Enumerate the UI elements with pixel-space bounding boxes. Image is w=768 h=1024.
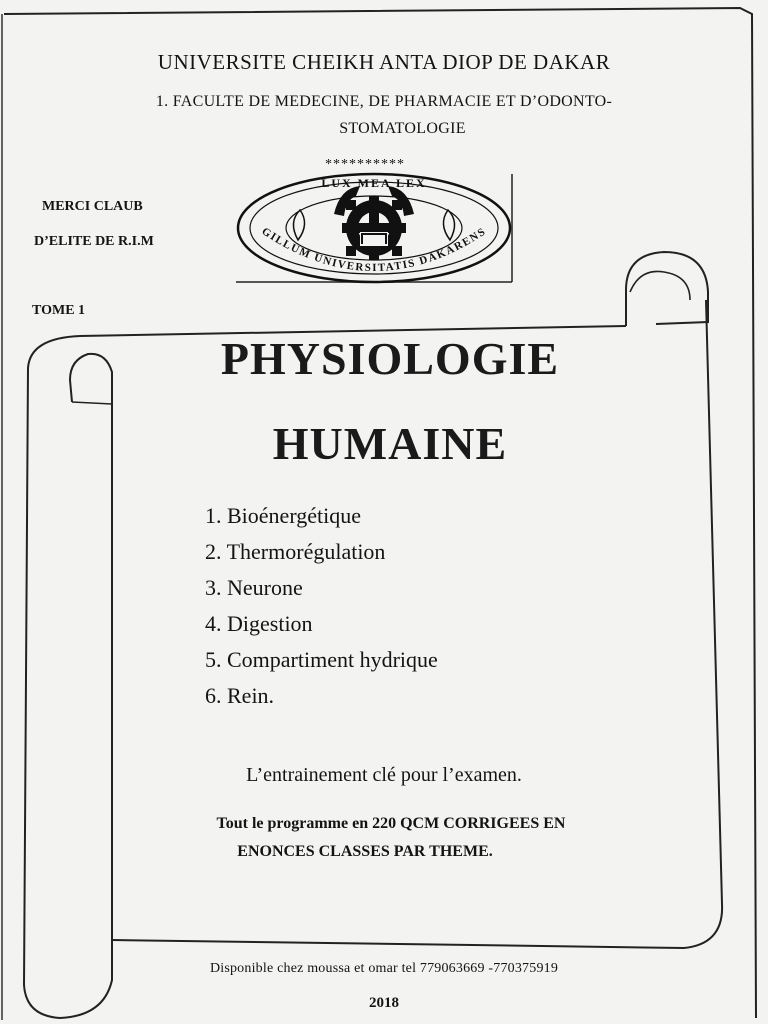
university-name: UNIVERSITE CHEIKH ANTA DIOP DE DAKAR [157, 50, 611, 74]
program-description-line1: Tout le programme en 220 QCM CORRIGEES EN [216, 815, 566, 832]
topic-item: 6. Rein. [205, 683, 275, 708]
faculty-name-line2: STOMATOLOGIE [339, 120, 466, 137]
svg-text:LUX MEA LEX: LUX MEA LEX [321, 176, 427, 190]
title-line2: HUMAINE [272, 418, 508, 469]
topic-item: 4. Digestion [205, 611, 313, 636]
publication-year: 2018 [369, 995, 399, 1011]
decorative-stars: ********** [325, 157, 405, 172]
volume-label: TOME 1 [32, 303, 86, 318]
svg-text:SIGILLUM UNIVERSITATIS DAKAREN: GILLUM UNIVERSITATIS DAKARENS [259, 225, 489, 275]
program-description-line2: ENONCES CLASSES PAR THEME. [237, 843, 493, 860]
university-seal-icon [236, 170, 516, 286]
credits-line1: MERCI CLAUB [42, 199, 143, 214]
topic-item: 1. Bioénergétique [205, 503, 361, 528]
tagline: L’entrainement clé pour l’examen. [246, 764, 522, 786]
credits-line2: D’ELITE DE R.I.M [34, 234, 154, 249]
topic-item: 2. Thermorégulation [205, 539, 386, 564]
title-line1: PHYSIOLOGIE [220, 333, 560, 384]
topic-item: 5. Compartiment hydrique [205, 647, 438, 672]
faculty-name-line1: 1. FACULTE DE MEDECINE, DE PHARMACIE ET D’ODONTO- [155, 93, 613, 110]
contact-info: Disponible chez moussa et omar tel 779063669 -770375919 [209, 961, 559, 976]
topic-item: 3. Neurone [205, 575, 303, 600]
topics-list [205, 498, 438, 714]
